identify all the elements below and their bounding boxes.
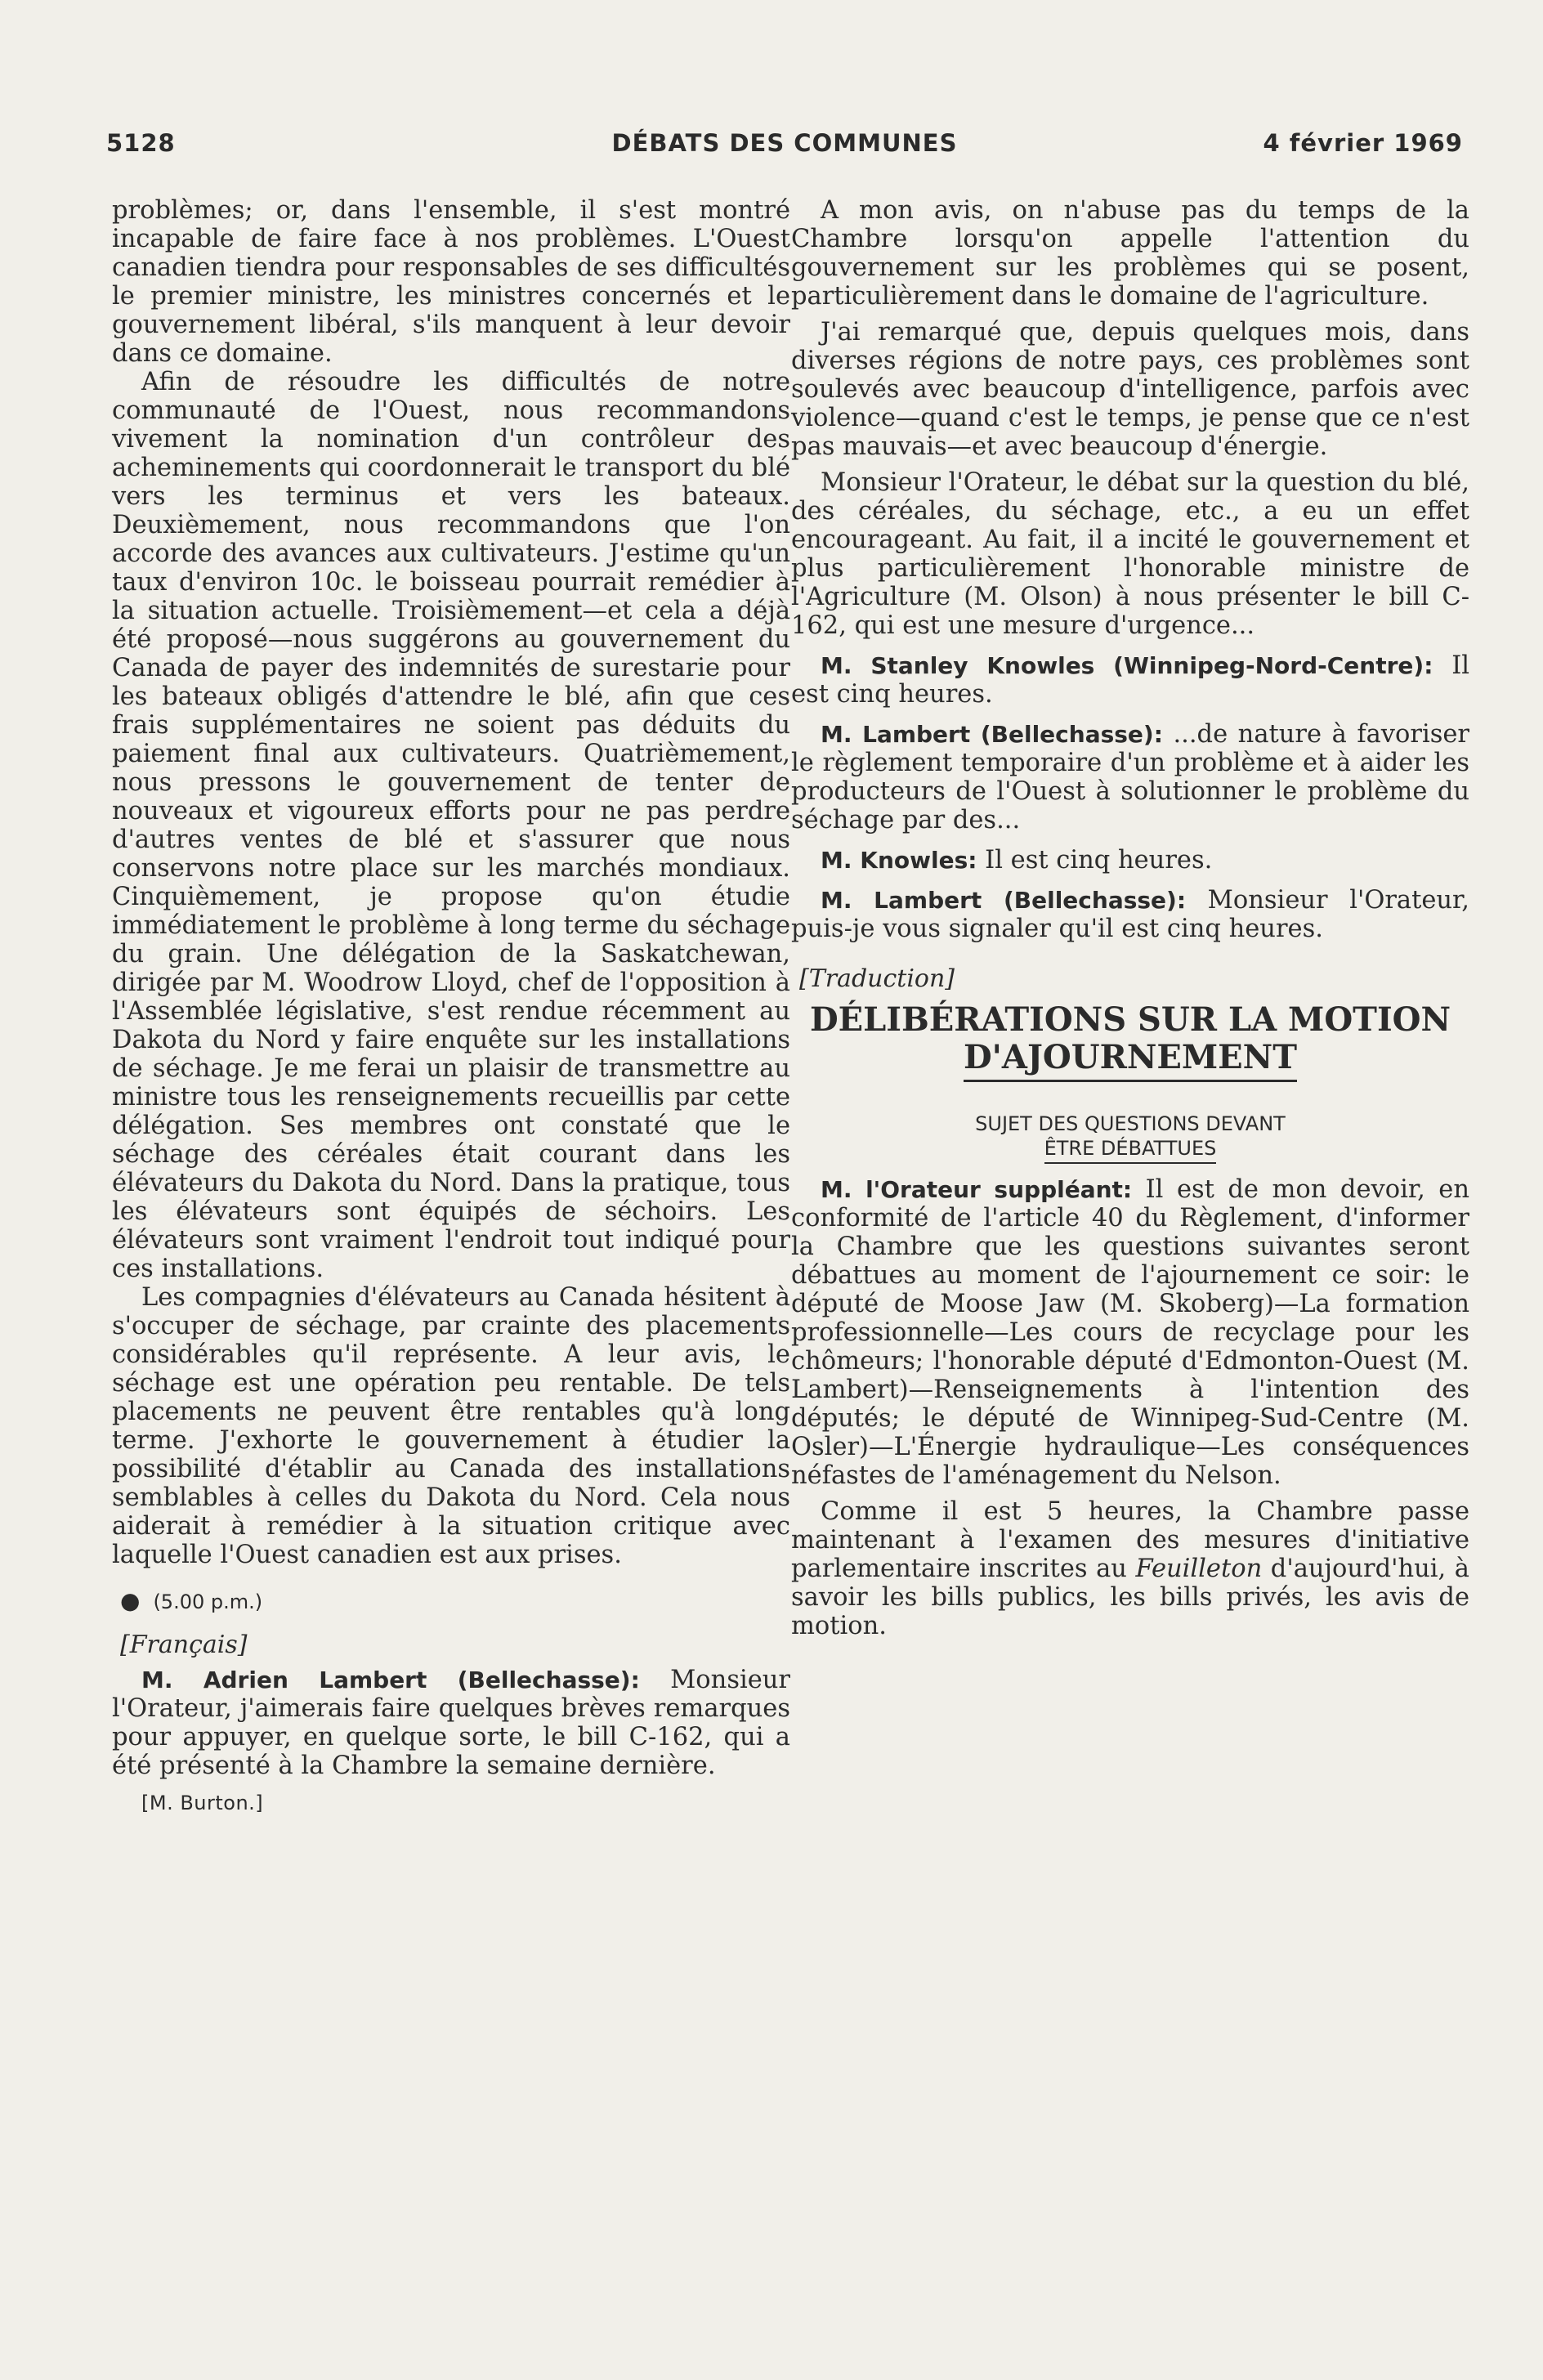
language-note: [Français] xyxy=(120,1631,248,1659)
section-subtitle: SUJET DES QUESTIONS DEVANT ÊTRE DÉBATTUES xyxy=(791,1112,1469,1164)
section-title: DÉLIBÉRATIONS SUR LA MOTION D'AJOURNEMENT xyxy=(791,1001,1469,1082)
time-marker: ● (5.00 p.m.) xyxy=(120,1587,263,1614)
feuilleton-italic: Feuilleton xyxy=(1135,1555,1263,1583)
speech-text: ...de nature à favoriser le règlement temporaire d'un problème et à aider les producteurs de l'Ouest à solutionner le problème du séchage par des... xyxy=(791,720,1469,834)
paragraph: Monsieur l'Orateur, le débat sur la question du blé, des céréales, du séchage, etc., a eu un effet encourageant. Au fait, il a incité le gouvernement et plus particulièrement l'honorable ministre de l'Agriculture (M. Olson) à nous présenter le bill C-162, qui est une mesure d'urgence... xyxy=(791,468,1469,640)
page-date: 4 février 1969 xyxy=(1263,129,1463,157)
left-column xyxy=(112,196,790,1814)
speaker-name: M. Stanley Knowles (Winnipeg-Nord-Centre): xyxy=(821,652,1433,679)
speaker-name: M. Knowles: xyxy=(821,847,977,874)
bullet-icon: ● xyxy=(120,1587,141,1614)
running-tag: [M. Burton.] xyxy=(141,1792,264,1814)
speech-paragraph xyxy=(791,846,1469,875)
paragraph: Les compagnies d'élévateurs au Canada hésitent à s'occuper de séchage, par crainte des placements considérables qu'il représente. A leur avis, le séchage est une opération peu rentable. De tels placements ne peuvent être rentables qu'à long terme. J'exhorte le gouvernement à étudier la possibilité d'établir au Canada des installations semblables à celles du Dakota du Nord. Cela nous aiderait à remédier à la situation critique avec laquelle l'Ouest canadien est aux prises. xyxy=(112,1283,790,1569)
speech-paragraph xyxy=(791,651,1469,709)
speech-paragraph xyxy=(112,1666,790,1780)
speaker-name: M. l'Orateur suppléant: xyxy=(821,1176,1133,1203)
page-header xyxy=(106,129,1463,168)
paragraph: J'ai remarqué que, depuis quelques mois, dans diverses régions de notre pays, ces problèmes sont soulevés avec beaucoup d'intelligence, parfois avec violence—quand c'est le temps, je pense que ce n'est pas mauvais—et avec beaucoup d'énergie. xyxy=(791,318,1469,461)
paragraph: Afin de résoudre les difficultés de notre communauté de l'Ouest, nous recommandons vivement la nomination d'un contrôleur des acheminements qui coordonnerait le transport du blé vers les terminus et vers les bateaux. Deuxièmement, nous recommandons que l'on accorde des avances aux cultivateurs. J'estime qu'un taux d'environ 10c. le boisseau pourrait remédier à la situation actuelle. Troisièmement—et cela a déjà été proposé—nous suggérons au gouvernement du Canada de payer des indemnités de surestarie pour les bateaux obligés d'attendre le blé, afin que ces frais supplémentaires ne soient pas déduits du paiement final aux cultivateurs. Quatrièmement, nous pressons le gouvernement de tenter de nouveaux et vigoureux efforts pour ne pas perdre d'autres ventes de blé et s'assurer que nous conservons notre place sur les marchés mondiaux. Cinquièmement, je propose qu'on étudie immédiatement le problème à long terme du séchage du grain. Une délégation de la Saskatchewan, dirigée par M. Woodrow Lloyd, chef de l'opposition à l'Assemblée législative, s'est rendue récemment au Dakota du Nord y faire enquête sur les installations de séchage. Je me ferai un plaisir de transmettre au ministre tous les renseignements recueillis par cette délégation. Ses membres ont constaté que le séchage des céréales était courant dans les élévateurs du Dakota du Nord. Dans la pratique, tous les élévateurs sont équipés de séchoirs. Les élévateurs sont vraiment l'endroit tout indiqué pour ces installations. xyxy=(112,368,790,1283)
speaker-name: M. Lambert (Bellechasse): xyxy=(821,887,1187,914)
speech-paragraph xyxy=(791,720,1469,834)
page-number: 5128 xyxy=(106,129,176,157)
paragraph: A mon avis, on n'abuse pas du temps de la Chambre lorsqu'on appelle l'attention du gouvernement sur les problèmes qui se posent, particulièrement dans le domaine de l'agriculture. xyxy=(791,196,1469,311)
speech-paragraph xyxy=(791,886,1469,943)
speech-paragraph xyxy=(791,1175,1469,1490)
publication-title: DÉBATS DES COMMUNES xyxy=(611,129,958,157)
speaker-name: M. Lambert (Bellechasse): xyxy=(821,721,1163,748)
paragraph: Comme il est 5 heures, la Chambre passe maintenant à l'examen des mesures d'initiative parlementaire inscrites au Feuilleton d'aujourd'hui, à savoir les bills publics, les bills privés, les avis de motion. xyxy=(791,1497,1469,1640)
speaker-name: M. Adrien Lambert (Bellechasse): xyxy=(141,1666,640,1693)
right-column xyxy=(791,196,1469,1640)
speech-text: Monsieur l'Orateur, j'aimerais faire quelques brèves remarques pour appuyer, en quelque sorte, le bill C-162, qui a été présenté à la Chambre la semaine dernière. xyxy=(112,1666,790,1780)
paragraph: problèmes; or, dans l'ensemble, il s'est montré incapable de faire face à nos problèmes. L'Ouest canadien tiendra pour responsables de ses difficultés le premier ministre, les ministres concernés et le gouvernement libéral, s'ils manquent à leur devoir dans ce domaine. xyxy=(112,196,790,368)
speech-text: Il est de mon devoir, en conformité de l'article 40 du Règlement, d'informer la Chambre que les questions suivantes seront débattues au moment de l'ajournement ce soir: le député de Moose Jaw (M. Skoberg)—La formation professionnelle—Les cours de recyclage pour les chômeurs; l'honorable député d'Edmonton-Ouest (M. Lambert)—Renseignements à l'intention des députés; le député de Winnipeg-Sud-Centre (M. Osler)—L'Énergie hydraulique—Les conséquences néfastes de l'aménagement du Nelson. xyxy=(791,1175,1469,1490)
translation-note: [Traduction] xyxy=(799,964,955,993)
speech-text: Il est cinq heures. xyxy=(791,651,1470,709)
speech-text: Monsieur l'Orateur, puis-je vous signaler qu'il est cinq heures. xyxy=(791,886,1469,943)
speech-text: Il est cinq heures. xyxy=(985,846,1213,875)
